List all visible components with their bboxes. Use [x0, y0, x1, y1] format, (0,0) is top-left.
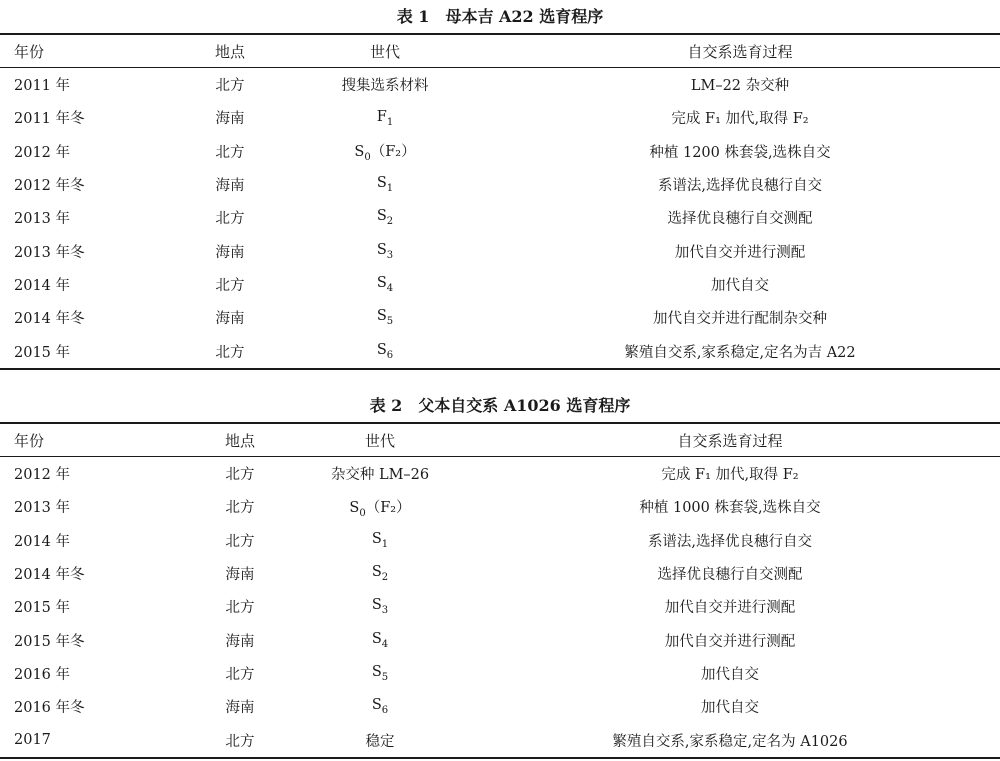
generation-base: S — [371, 663, 382, 680]
cell-process: 加代自交 — [711, 277, 769, 294]
cell-process: 完成 F₁ 加代,取得 F₂ — [661, 467, 799, 484]
generation-base: S — [371, 597, 382, 614]
cell-process: 种植 1000 株套袋,选株自交 — [639, 500, 821, 517]
cell-place: 北方 — [225, 467, 255, 484]
table-1-block — [0, 0, 1000, 370]
cell-place: 北方 — [225, 533, 255, 550]
cell-generation — [300, 490, 460, 523]
generation-base: S — [376, 341, 387, 358]
cell-generation — [290, 68, 480, 102]
header-generation: 世代 — [364, 431, 395, 450]
table-row — [0, 101, 1000, 134]
generation-suffix: （F₂） — [365, 499, 411, 516]
cell-year: 2016 年冬 — [14, 700, 85, 717]
generation-subscript: 5 — [381, 671, 389, 683]
cell-generation — [300, 457, 460, 491]
generation-base: S — [376, 274, 387, 291]
table-row — [0, 168, 1000, 201]
cell-generation — [300, 723, 460, 757]
cell-place: 北方 — [215, 344, 245, 361]
cell-process: 加代自交 — [701, 666, 759, 683]
generation-subscript: 1 — [381, 538, 389, 550]
header-place: 地点 — [214, 42, 245, 61]
table-row — [0, 68, 1000, 102]
cell-generation — [300, 690, 460, 723]
cell-process: 完成 F₁ 加代,取得 F₂ — [671, 111, 809, 128]
cell-place: 北方 — [225, 600, 255, 617]
cell-place: 北方 — [225, 500, 255, 517]
generation-subscript: 2 — [386, 216, 394, 228]
generation-base: 杂交种 LM–26 — [330, 467, 430, 484]
cell-place: 北方 — [215, 78, 245, 95]
generation-base: S — [371, 564, 382, 581]
generation-subscript: 0 — [364, 151, 371, 163]
cell-place: 海南 — [225, 567, 255, 584]
cell-year: 2012 年 — [14, 467, 71, 484]
table-row — [0, 268, 1000, 301]
header-year: 年份 — [14, 42, 45, 61]
cell-process: 选择优良穗行自交测配 — [657, 567, 803, 584]
cell-year: 2015 年 — [14, 344, 71, 361]
generation-subscript: 1 — [386, 182, 394, 194]
cell-process: LM–22 杂交种 — [690, 78, 790, 95]
table-row — [0, 690, 1000, 723]
cell-generation — [290, 301, 480, 334]
table-row — [0, 135, 1000, 168]
generation-base: S — [376, 175, 387, 192]
cell-year: 2011 年冬 — [14, 111, 85, 128]
cell-place: 海南 — [225, 633, 255, 650]
cell-generation — [290, 101, 480, 134]
table-2-header-row — [0, 423, 1000, 457]
cell-place: 海南 — [215, 244, 245, 261]
cell-year: 2014 年冬 — [14, 567, 85, 584]
generation-subscript: 4 — [381, 638, 389, 650]
table-1-body — [0, 68, 1000, 369]
cell-process: 加代自交并进行测配 — [674, 244, 806, 261]
cell-place: 北方 — [215, 277, 245, 294]
cell-year: 2014 年 — [14, 277, 71, 294]
cell-process: 系谱法,选择优良穗行自交 — [647, 533, 813, 550]
cell-year: 2016 年 — [14, 666, 71, 683]
generation-base: S — [354, 143, 365, 160]
cell-year: 2015 年冬 — [14, 633, 85, 650]
table-1-header-row — [0, 34, 1000, 68]
table-row — [0, 457, 1000, 491]
cell-generation — [290, 135, 480, 168]
cell-place: 海南 — [215, 178, 245, 195]
table-2-body — [0, 457, 1000, 758]
cell-place: 北方 — [215, 211, 245, 228]
cell-place: 海南 — [225, 700, 255, 717]
cell-place: 北方 — [225, 666, 255, 683]
table-row — [0, 557, 1000, 590]
cell-process: 加代自交并进行测配 — [664, 600, 796, 617]
cell-generation — [290, 201, 480, 234]
table-row — [0, 301, 1000, 334]
cell-process: 繁殖自交系,家系稳定,定名为吉 A22 — [624, 344, 856, 361]
table-row — [0, 590, 1000, 623]
table-2 — [0, 422, 1000, 759]
table-row — [0, 657, 1000, 690]
generation-base: S — [376, 208, 387, 225]
generation-subscript: 0 — [359, 507, 366, 519]
cell-year: 2015 年 — [14, 600, 71, 617]
generation-subscript: 6 — [386, 349, 394, 361]
cell-generation — [290, 168, 480, 201]
generation-base: F — [376, 108, 387, 125]
cell-year: 2013 年冬 — [14, 244, 85, 261]
cell-place: 北方 — [225, 733, 255, 750]
table-row — [0, 524, 1000, 557]
cell-year: 2011 年 — [14, 78, 71, 95]
generation-base: S — [371, 630, 382, 647]
generation-base: S — [349, 499, 360, 516]
table-row — [0, 723, 1000, 757]
cell-year: 2012 年 — [14, 144, 71, 161]
cell-generation — [300, 657, 460, 690]
cell-generation — [290, 334, 480, 368]
cell-year: 2013 年 — [14, 211, 71, 228]
generation-subscript: 6 — [381, 705, 389, 717]
table-row — [0, 490, 1000, 523]
cell-generation — [300, 524, 460, 557]
cell-generation — [290, 268, 480, 301]
generation-base: 稳定 — [365, 733, 395, 750]
table-row — [0, 234, 1000, 267]
header-process: 自交系选育过程 — [687, 42, 793, 61]
cell-process: 种植 1200 株套袋,选株自交 — [649, 144, 831, 161]
cell-place: 海南 — [215, 311, 245, 328]
table-row — [0, 201, 1000, 234]
generation-base: S — [371, 530, 382, 547]
generation-base: 搜集选系材料 — [341, 78, 429, 95]
cell-process: 加代自交并进行测配 — [664, 633, 796, 650]
cell-process: 加代自交并进行配制杂交种 — [653, 311, 827, 328]
header-year: 年份 — [14, 431, 45, 450]
cell-year: 2012 年冬 — [14, 178, 85, 195]
cell-generation — [300, 623, 460, 656]
cell-year: 2014 年 — [14, 533, 71, 550]
generation-subscript: 3 — [381, 605, 389, 617]
table-2-block — [0, 389, 1000, 759]
cell-year: 2014 年冬 — [14, 311, 85, 328]
cell-generation — [300, 590, 460, 623]
cell-process: 繁殖自交系,家系稳定,定名为 A1026 — [612, 733, 848, 750]
table-row — [0, 623, 1000, 656]
table-2-caption: 表 2 父本自交系 A1026 选育程序 — [369, 396, 631, 415]
cell-generation — [290, 234, 480, 267]
generation-suffix: （F₂） — [370, 143, 416, 160]
cell-place: 海南 — [215, 111, 245, 128]
generation-base: S — [371, 697, 382, 714]
cell-process: 选择优良穗行自交测配 — [667, 211, 813, 228]
header-place: 地点 — [224, 431, 255, 450]
table-1-caption: 表 1 母本吉 A22 选育程序 — [396, 7, 604, 26]
cell-place: 北方 — [215, 144, 245, 161]
generation-subscript: 1 — [386, 116, 394, 128]
generation-base: S — [376, 308, 387, 325]
generation-subscript: 3 — [386, 249, 394, 261]
generation-subscript: 4 — [386, 282, 394, 294]
cell-process: 系谱法,选择优良穗行自交 — [657, 178, 823, 195]
generation-subscript: 2 — [381, 571, 389, 583]
cell-year: 2017 — [14, 732, 51, 749]
cell-year: 2013 年 — [14, 500, 71, 517]
table-1 — [0, 33, 1000, 370]
table-row — [0, 334, 1000, 368]
header-generation: 世代 — [369, 42, 400, 61]
header-process: 自交系选育过程 — [677, 431, 783, 450]
cell-process: 加代自交 — [701, 700, 759, 717]
generation-base: S — [376, 241, 387, 258]
generation-subscript: 5 — [386, 316, 394, 328]
cell-generation — [300, 557, 460, 590]
